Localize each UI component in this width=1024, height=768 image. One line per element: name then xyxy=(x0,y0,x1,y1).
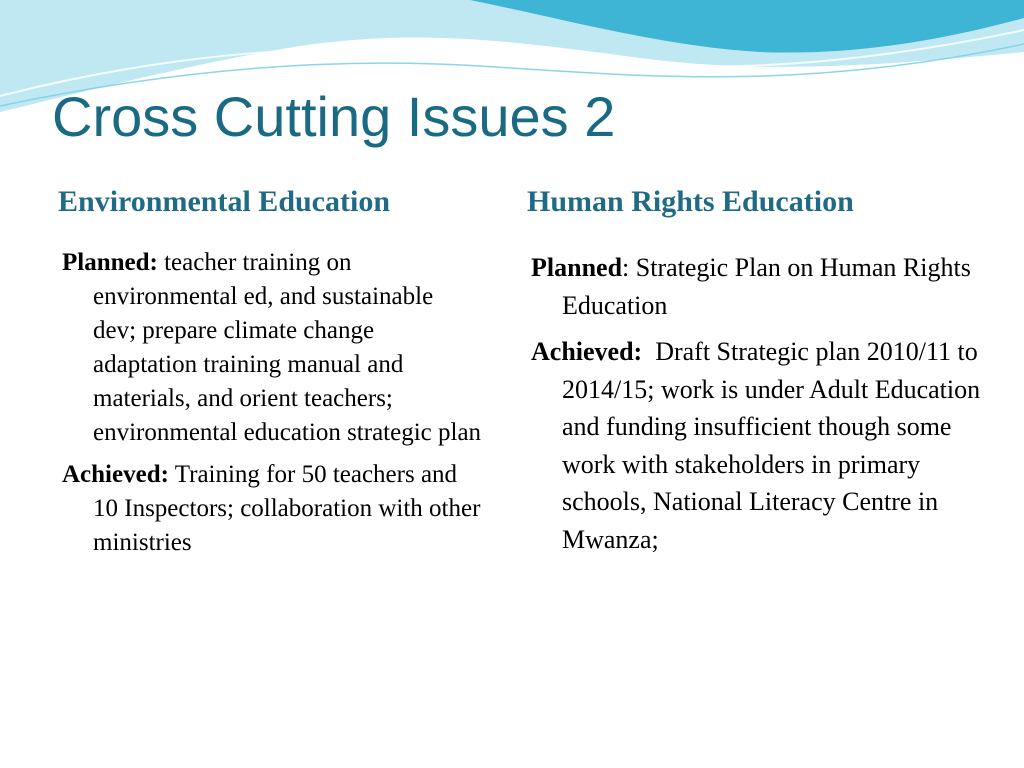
left-planned-text: teacher training on environmental ed, and sustainable dev; prepare climate change adaptation training manual and materials, and orient teachers; environmental education strategic plan xyxy=(93,249,482,446)
right-column-body xyxy=(531,249,987,558)
left-achieved-paragraph xyxy=(62,458,482,560)
right-planned-label: Planned xyxy=(531,253,623,282)
left-column-heading: Environmental Education xyxy=(58,185,391,218)
right-column-heading: Human Rights Education xyxy=(527,185,854,218)
left-column-body xyxy=(62,246,482,560)
right-achieved-text: Draft Strategic plan 2010/11 to 2014/15; work is under Adult Education and funding insufficient though some work with stakeholders in primary schools, National Literacy Centre in Mwanza; xyxy=(562,337,987,554)
slide-title: Cross Cutting Issues 2 xyxy=(52,85,616,148)
left-achieved-text: Training for 50 teachers and 10 Inspectors; collaboration with other ministries xyxy=(93,461,481,556)
left-achieved-label: Achieved: xyxy=(62,461,169,488)
left-planned-paragraph xyxy=(62,246,482,450)
left-planned-label: Planned: xyxy=(62,249,158,276)
right-achieved-label: Achieved: xyxy=(531,337,643,366)
right-achieved-paragraph xyxy=(531,333,987,558)
right-planned-paragraph xyxy=(531,249,981,324)
right-planned-text: : Strategic Plan on Human Rights Education xyxy=(562,253,971,320)
